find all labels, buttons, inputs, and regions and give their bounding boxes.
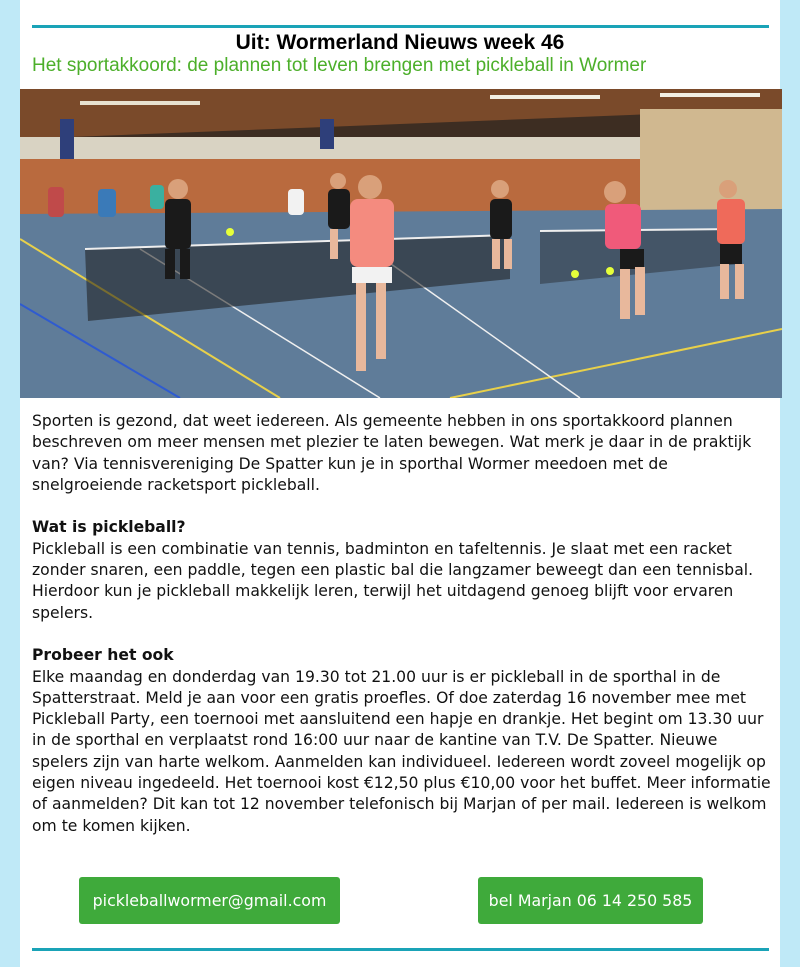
newsletter-page [20, 0, 780, 967]
top-divider [32, 25, 769, 28]
bottom-divider [32, 948, 769, 951]
pickleball-photo [20, 89, 782, 398]
source-title: Uit: Wormerland Nieuws week 46 [235, 31, 565, 54]
section-text-try-it: Elke maandag en donderdag van 19.30 tot 21.00 uur is er pickleball in de sporthal in de Spatterstraat. Meld je aan voor een gratis proefles. Of doe zaterdag 16 november mee met Pickleball Party, een toernooi met aansluitend een hapje en drankje. Het begint om 13.30 uur in de sporthal en verplaatst rond 16:00 uur naar de kantine van T.V. De Spatter. Nieuwe spelers zijn van harte welkom. Aanmelden kan individueel. Iedereen wordt zoveel mogelijk op eigen niveau ingedeeld. Het toernooi kost €12,50 plus €10,00 voor het buffet. Meer informatie of aanmelden? Dit kan tot 12 november telefonisch bij Marjan of per mail. Iedereen is welkom om te komen kijken. [32, 667, 771, 835]
article-body [32, 411, 772, 858]
call-marjan-button[interactable]: bel Marjan 06 14 250 585 [478, 877, 703, 924]
section-text-what-is-pickleball: Pickleball is een combinatie van tennis, badminton en tafeltennis. Je slaat met een racket zonder snaren, een paddle, tegen een plastic bal die langzamer beweegt dan een tennisbal. Hierdoor kun je pickleball makkelijk leren, terwijl het uitdagend genoeg blijft voor ervaren spelers. [32, 539, 754, 622]
article-headline: Het sportakkoord: de plannen tot leven brengen met pickleball in Wormer [32, 55, 647, 76]
section-heading-try-it: Probeer het ook [32, 646, 174, 665]
email-button[interactable]: pickleballwormer@gmail.com [79, 877, 340, 924]
article-intro: Sporten is gezond, dat weet iedereen. Als gemeente hebben in ons sportakkoord plannen beschreven om meer mensen met plezier te laten bewegen. Wat merk je daar in de praktijk van? Via tennisvereniging De Spatter kun je in sporthal Wormer meedoen met de snelgroeiende racketsport pickleball. [32, 412, 752, 494]
section-heading-what-is-pickleball: Wat is pickleball? [32, 518, 186, 537]
